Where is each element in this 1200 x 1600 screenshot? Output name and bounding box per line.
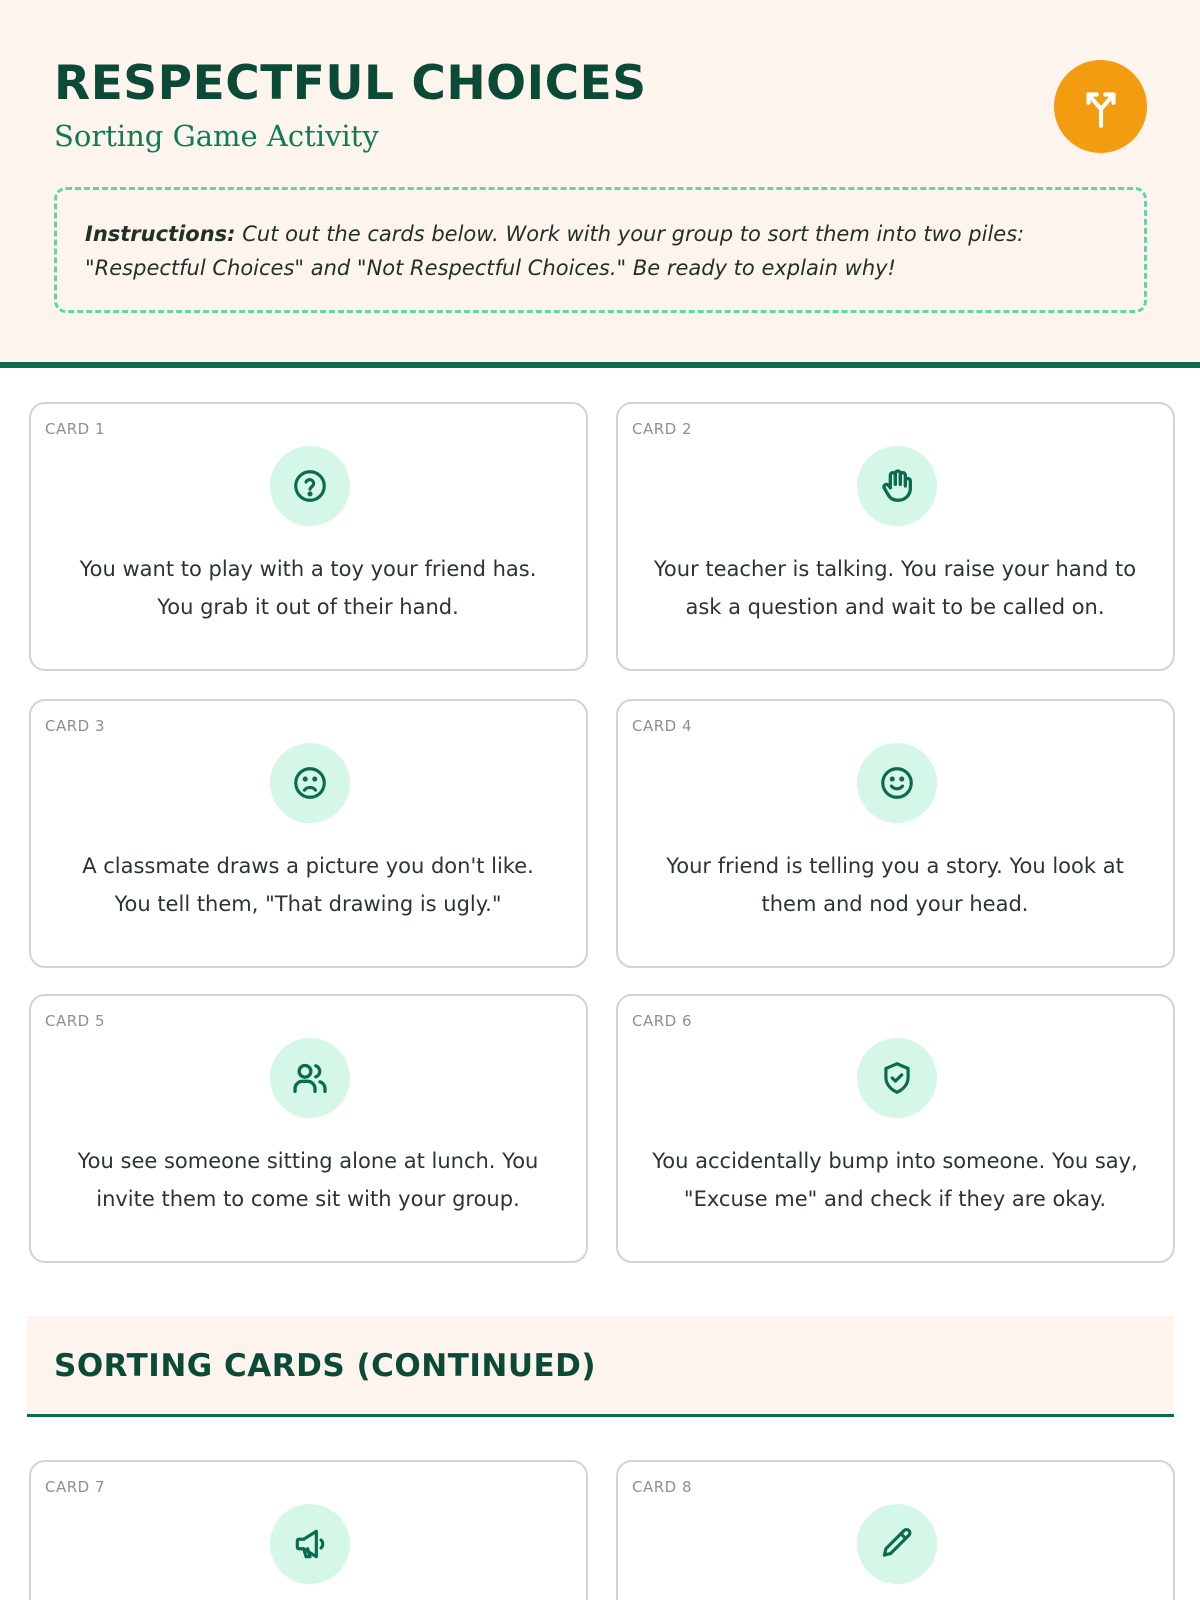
card-number: CARD 4 [632,717,693,735]
page-subtitle: Sorting Game Activity [54,119,379,153]
card-number: CARD 1 [45,420,106,438]
sorting-card [29,699,588,968]
card-text: Your friend is telling you a story. You look at them and nod your head. [666,854,1124,916]
page-title: RESPECTFUL CHOICES [54,56,647,111]
split-arrows-icon [1054,60,1147,153]
question-circle-icon [270,446,350,526]
card-text: You accidentally bump into someone. You say, "Excuse me" and check if they are okay. [652,1149,1138,1211]
card-number: CARD 8 [632,1478,693,1496]
card-text: You see someone sitting alone at lunch. You invite them to come sit with your group. [77,1149,539,1211]
card-number: CARD 2 [632,420,693,438]
card-number: CARD 3 [45,717,106,735]
sorting-card [616,1460,1175,1600]
card-text: Your teacher is talking. You raise your hand to ask a question and wait to be called on. [653,557,1137,619]
sorting-card [29,994,588,1263]
instructions-box [54,187,1147,313]
smile-face-icon [857,743,937,823]
sorting-card [29,402,588,671]
page-header [0,0,1200,368]
shield-check-icon [857,1038,937,1118]
instructions-text: Cut out the cards below. Work with your group to sort them into two piles: "Respectful Choices" and "Not Respectful Choices." Be ready to explain why! [85,222,1025,280]
card-text: A classmate draws a picture you don't like. You tell them, "That drawing is ugly." [82,854,534,916]
raised-hand-icon [857,446,937,526]
sorting-card [29,1460,588,1600]
section-title: SORTING CARDS (CONTINUED) [54,1348,597,1384]
card-number: CARD 7 [45,1478,106,1496]
pencil-icon [857,1504,937,1584]
sorting-card [616,994,1175,1263]
users-icon [270,1038,350,1118]
megaphone-icon [270,1504,350,1584]
section-header [27,1316,1174,1417]
frown-face-icon [270,743,350,823]
card-number: CARD 6 [632,1012,693,1030]
card-text: You want to play with a toy your friend has. You grab it out of their hand. [79,557,537,619]
sorting-card [616,402,1175,671]
sorting-card [616,699,1175,968]
instructions-lead: Instructions: [85,222,236,246]
card-number: CARD 5 [45,1012,106,1030]
